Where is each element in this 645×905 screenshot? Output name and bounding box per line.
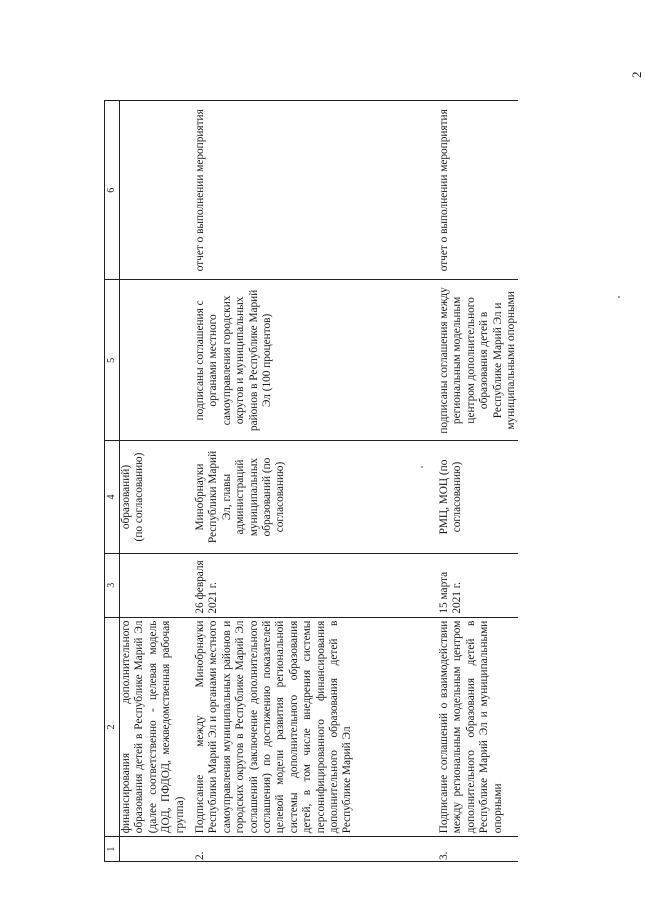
- result-cell: [120, 280, 195, 441]
- responsible-cell: Минобрнауки Республики Марий Эл, главы администраций муниципальных образований (по согласованию): [194, 441, 438, 553]
- header-row: [105, 101, 120, 862]
- activity-cell: Подписание соглашений о взаимодействии между региональным модельным центром дополнительного образования детей в Республике Марий Эл и муниципальными опорными: [438, 617, 518, 837]
- activity-cell: Подписание между Минобрнауки Республики Марий Эл и органами местного самоуправления муниципальных районов и городских округов в Республике Марий Эл соглашений (заключение дополнительного соглашения) по достижению показателей целевой модели развития региональной системы дополнительного образования детей, в том числе внедрения системы персонифицированного финансирования дополнительного образования детей в Республике Марий Эл: [194, 617, 438, 837]
- page-number: 2: [629, 71, 644, 78]
- action-plan-table: [104, 100, 518, 862]
- result-cell: подписаны соглашения между региональным модельным центром дополнительного образования детей в Республике Марий Эл и муниципальными опорными: [438, 280, 518, 441]
- responsible-cell: РМЦ, МОЦ (по согласованию): [438, 441, 518, 553]
- column-header-4: 4: [105, 441, 120, 553]
- table-row: [194, 101, 438, 862]
- row-number: [120, 837, 195, 862]
- column-header-1: 1: [105, 837, 120, 862]
- row-number: 2.: [194, 837, 438, 862]
- activity-cell: финансирования дополнительного образования детей в Республике Марий Эл (далее соответственно - целевая модель ДОД, ПФДОД, межведомственная рабочая группа): [120, 617, 195, 837]
- scan-speck: [618, 296, 620, 298]
- column-header-2: 2: [105, 617, 120, 837]
- report-cell: [120, 101, 195, 280]
- table-row: [120, 101, 195, 862]
- column-header-3: 3: [105, 553, 120, 617]
- rotated-table-container: [104, 100, 534, 862]
- deadline-cell: 26 февраля 2021 г.: [194, 553, 438, 617]
- deadline-cell: [120, 553, 195, 617]
- row-number: 3.: [438, 837, 518, 862]
- table-row: [438, 101, 518, 862]
- report-cell: отчет о выполнении мероприятия: [438, 101, 518, 280]
- result-cell: подписаны соглашения с органами местного самоуправления городских округов и муниципальных районов в Республике Марий Эл (100 процентов): [194, 280, 438, 441]
- report-cell: отчет о выполнении мероприятия: [194, 101, 438, 280]
- column-header-5: 5: [105, 280, 120, 441]
- responsible-cell: образований) (по согласованию): [120, 441, 195, 553]
- column-header-6: 6: [105, 101, 120, 280]
- deadline-cell: 15 марта 2021 г.: [438, 553, 518, 617]
